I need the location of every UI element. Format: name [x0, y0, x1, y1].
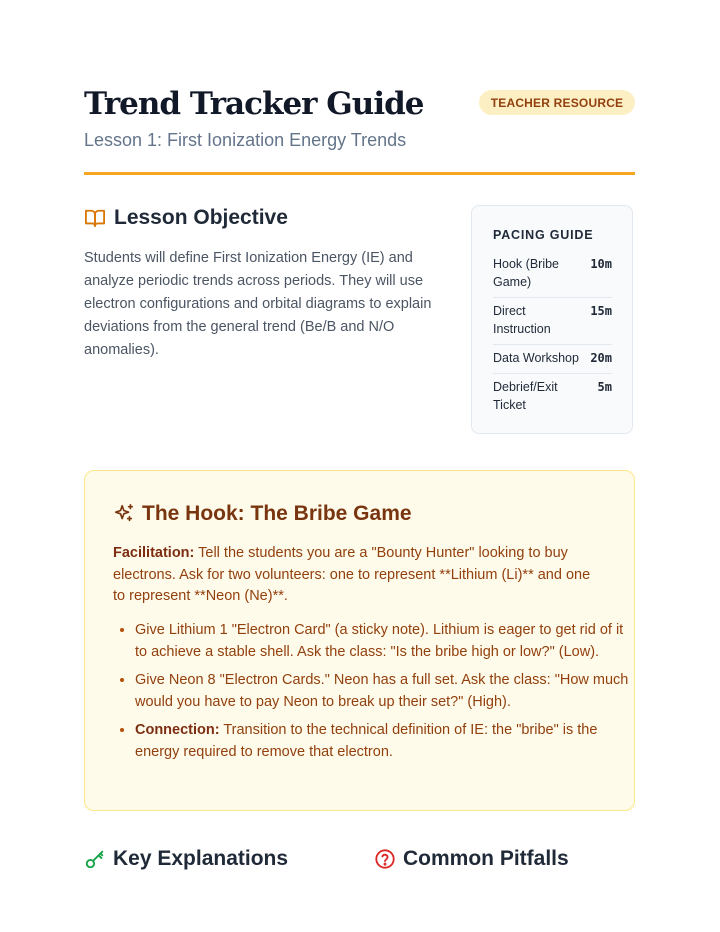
hook-facilitation-text — [113, 543, 603, 608]
objective-heading: Lesson Objective — [114, 206, 288, 229]
facilitation-body: Tell the students you are a "Bounty Hunter" looking to buy electrons. Ask for two volunteers: one to represent **Lithium (Li)** and one to represent **Neon (Ne)**. — [113, 545, 591, 604]
hook-step-text: Give Neon 8 "Electron Cards." Neon has a full set. Ask the class: "How much would you have to pay Neon to break up their set?" (High). — [135, 672, 629, 710]
objective-text: Students will define First Ionization Energy (IE) and analyze periodic trends across periods. They will use electron configurations and orbital diagrams to explain deviations from the general trend (Be/B and N/O anomalies). — [84, 250, 432, 358]
objective-heading-row — [84, 204, 288, 232]
pacing-minutes: 20m — [590, 351, 612, 365]
hook-heading: The Hook: The Bribe Game — [142, 502, 412, 525]
header-divider — [84, 172, 635, 175]
common-pitfalls-heading-row — [374, 845, 569, 873]
pacing-minutes: 15m — [590, 304, 612, 318]
sparkles-icon — [113, 503, 135, 525]
hook-step-text: Transition to the technical definition of IE: the "bribe" is the energy required to remove that electron. — [135, 722, 598, 760]
key-explanations-heading: Key Explanations — [113, 847, 289, 870]
question-circle-icon — [374, 848, 396, 870]
page-title: Trend Tracker Guide — [84, 86, 424, 122]
pacing-guide-card — [471, 205, 633, 434]
pacing-row — [493, 345, 612, 374]
pacing-row — [493, 298, 612, 345]
pacing-activity: Hook (Bribe Game) — [493, 257, 559, 289]
hook-step-text: Give Lithium 1 "Electron Card" (a sticky note). Lithium is eager to get rid of it to achieve a stable shell. Ask the class: "Is the bribe high or low?" (Low). — [135, 622, 624, 660]
hook-heading-row — [113, 500, 412, 528]
pacing-row — [493, 251, 612, 298]
pacing-guide-heading: PACING GUIDE — [493, 228, 594, 242]
pacing-row — [493, 374, 612, 420]
facilitation-label: Facilitation: — [113, 545, 195, 561]
key-explanations-heading-row — [84, 845, 288, 873]
hook-steps-list — [113, 620, 631, 770]
hook-step — [135, 720, 631, 763]
hook-step — [135, 670, 631, 713]
common-pitfalls-heading: Common Pitfalls — [403, 847, 569, 870]
page-subtitle: Lesson 1: First Ionization Energy Trends — [84, 130, 407, 150]
pacing-activity: Direct Instruction — [493, 304, 551, 336]
pacing-activity: Debrief/Exit Ticket — [493, 380, 558, 412]
hook-card — [84, 470, 635, 811]
key-icon — [84, 848, 106, 870]
pacing-minutes: 5m — [597, 380, 612, 394]
hook-step-label: Connection: — [135, 722, 220, 738]
hook-step — [135, 620, 631, 663]
book-open-icon — [84, 207, 106, 229]
pacing-minutes: 10m — [590, 257, 612, 271]
teacher-resource-badge: TEACHER RESOURCE — [479, 90, 635, 115]
pacing-activity: Data Workshop — [493, 351, 579, 365]
